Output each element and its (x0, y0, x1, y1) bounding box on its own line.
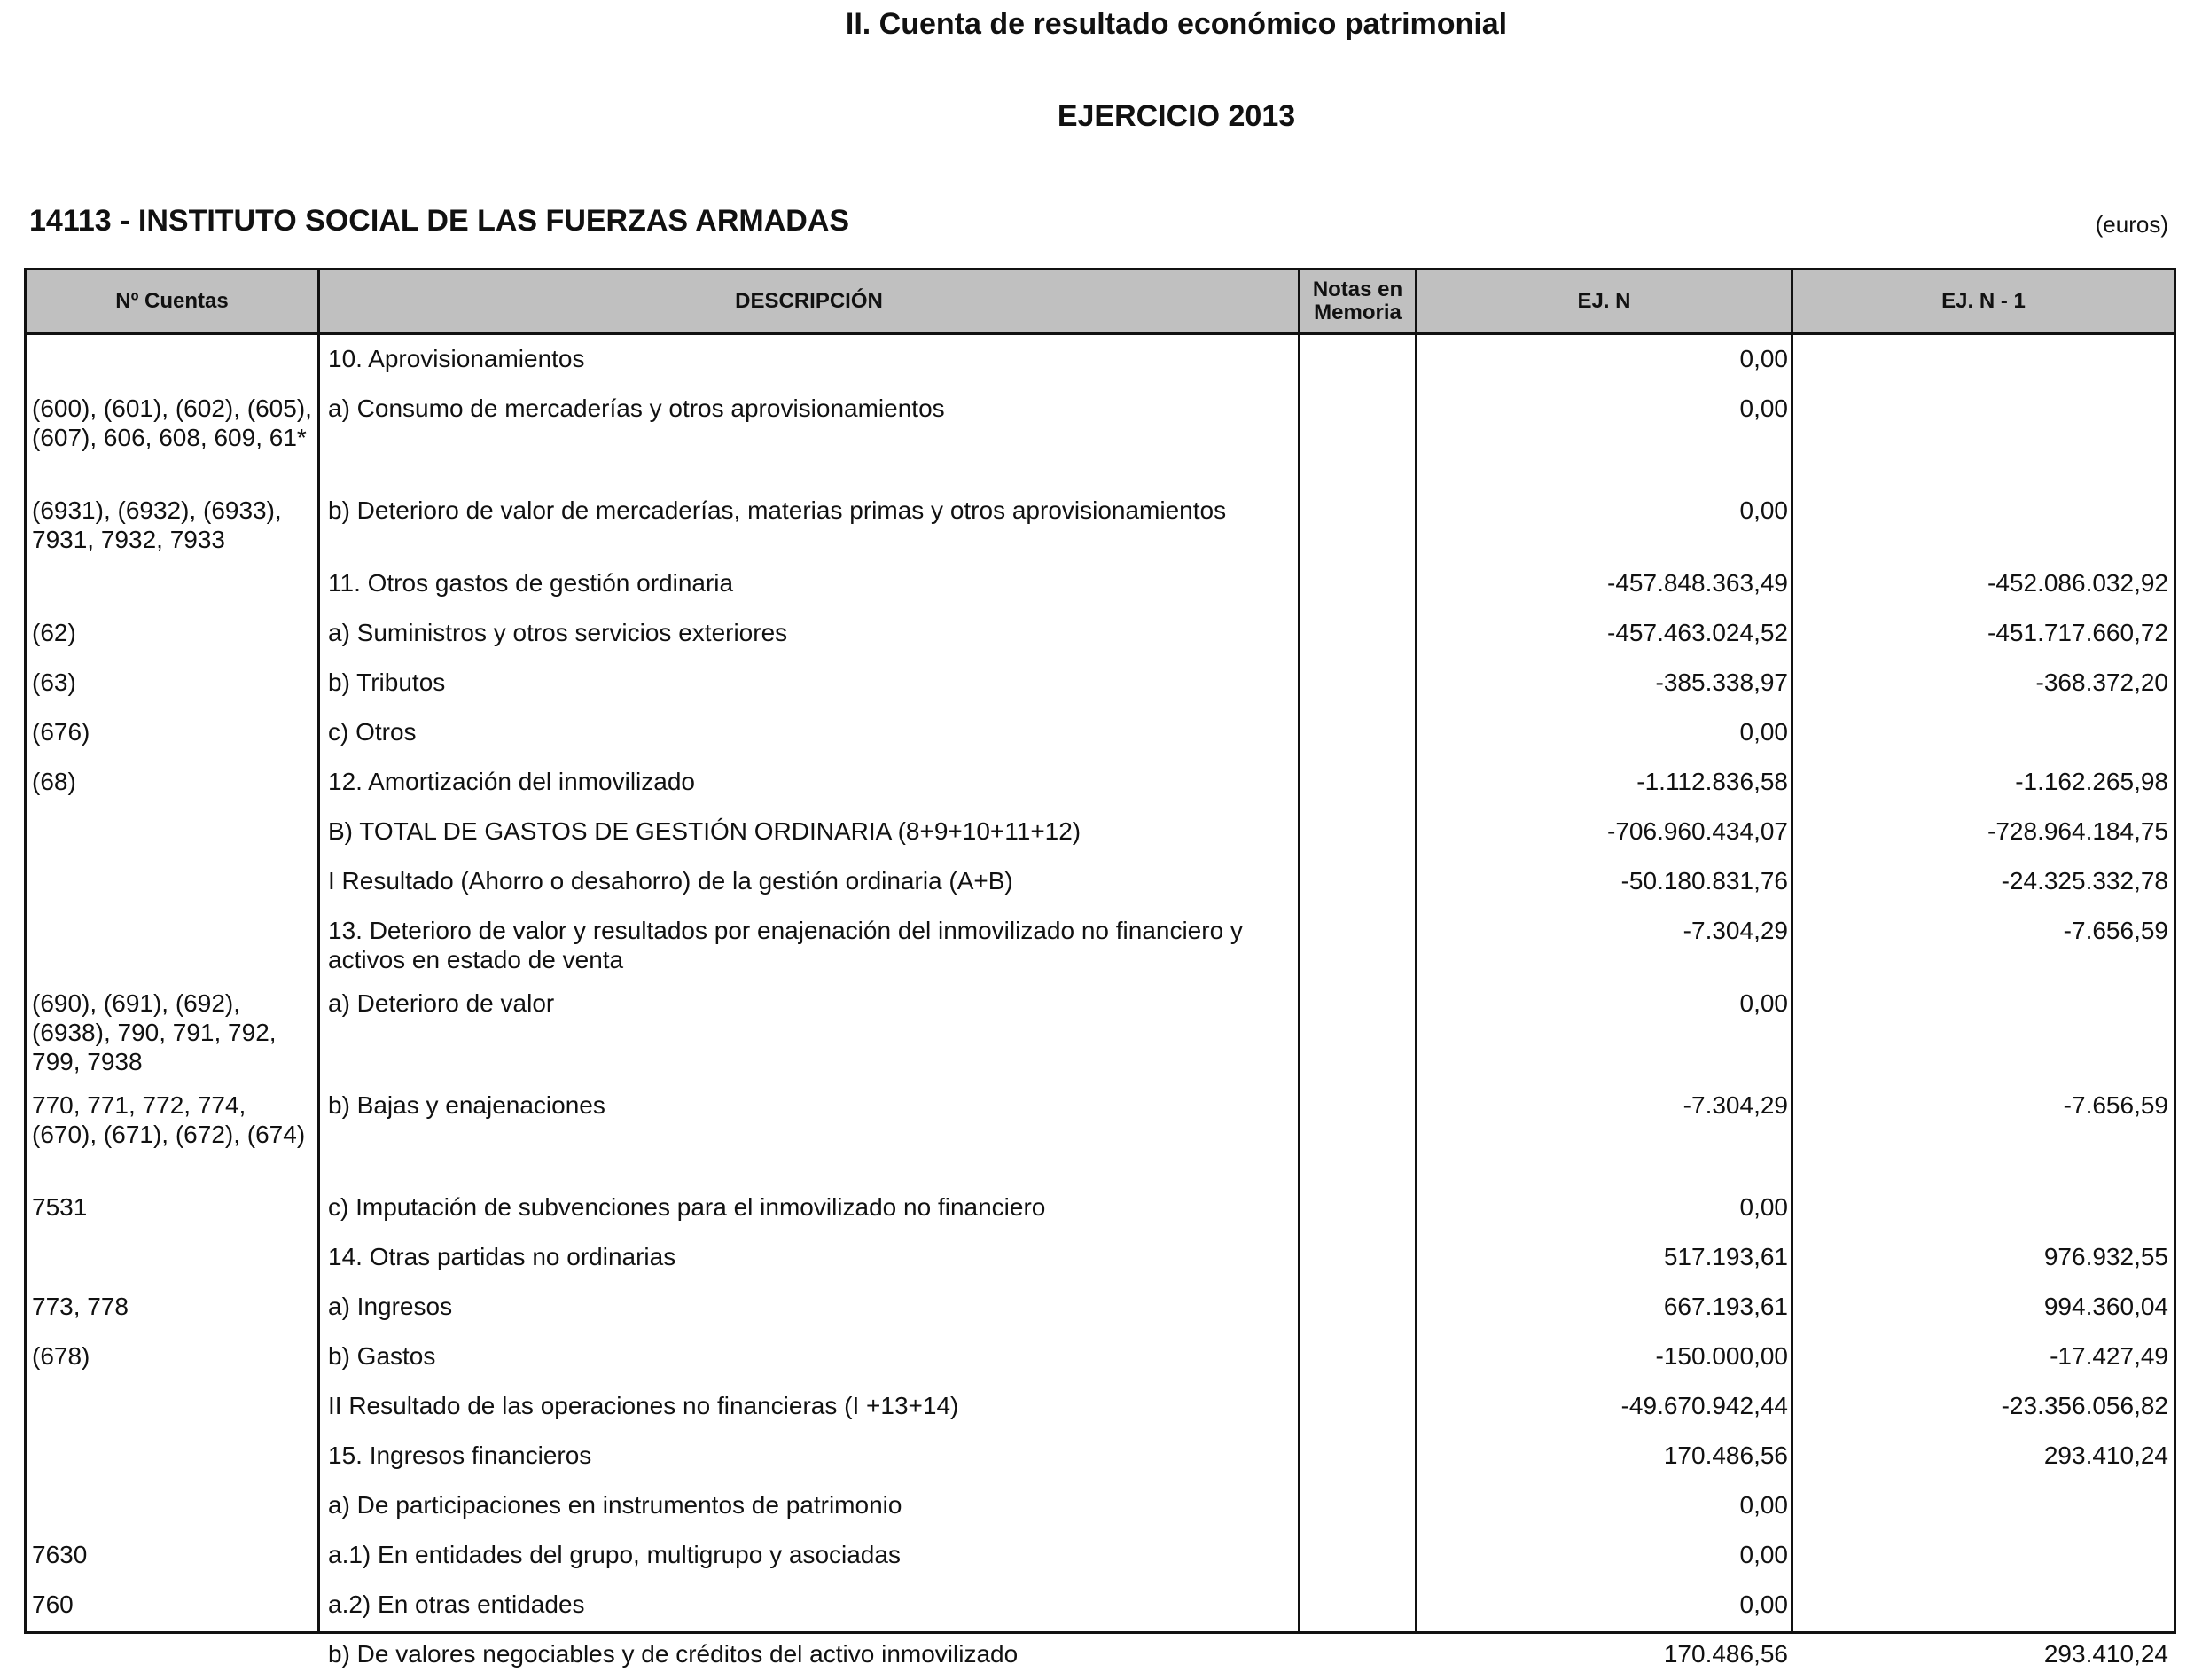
table-row (27, 708, 2174, 758)
account-codes (27, 344, 320, 385)
previous-year-value: -728.964.184,75 (1987, 817, 2168, 845)
account-codes (27, 1441, 320, 1481)
current-year-value: 517.193,61 (1663, 1243, 1788, 1270)
account-codes: 770, 771, 772, 774, (670), (671), (672), (674) (32, 1091, 306, 1148)
current-year-value: -457.848.363,49 (1607, 569, 1788, 597)
current-year-value: 0,00 (1739, 1590, 1788, 1618)
table-row (27, 385, 2174, 487)
row-description: a.2) En otras entidades (328, 1590, 585, 1618)
current-year-value: 667.193,61 (1663, 1293, 1788, 1320)
previous-year-value: -7.656,59 (2063, 1091, 2168, 1119)
row-description: 14. Otras partidas no ordinarias (328, 1243, 676, 1270)
notes-cell (1300, 1441, 1417, 1481)
current-year-value: -7.304,29 (1683, 917, 1788, 944)
column-divider (1791, 335, 1793, 1631)
previous-year-value: -17.427,49 (2050, 1342, 2168, 1370)
row-description: 12. Amortización del inmovilizado (328, 768, 695, 795)
row-description: II Resultado de las operaciones no financieras (I +13+14) (328, 1392, 959, 1419)
current-year-value: -385.338,97 (1655, 668, 1788, 696)
table-body (27, 335, 2174, 1668)
row-description: 13. Deterioro de valor y resultados por enajenación del inmovilizado no financiero y activos en estado de venta (328, 917, 1243, 973)
row-description: c) Imputación de subvenciones para el inmovilizado no financiero (328, 1193, 1046, 1221)
notes-cell (1300, 1341, 1417, 1382)
current-year-value: -150.000,00 (1655, 1342, 1788, 1370)
table-row (27, 1630, 2174, 1680)
current-year-value: 170.486,56 (1663, 1442, 1788, 1469)
table-row (27, 487, 2174, 559)
row-description: a.1) En entidades del grupo, multigrupo y asociadas (328, 1541, 901, 1568)
account-codes (27, 568, 320, 609)
notes-cell (1300, 344, 1417, 385)
notes-cell (1300, 496, 1417, 559)
current-year-value: 0,00 (1739, 1491, 1788, 1519)
table-row (27, 1283, 2174, 1332)
table-row (27, 559, 2174, 609)
current-year-value: 0,00 (1739, 718, 1788, 746)
table-row (27, 609, 2174, 659)
previous-year-value: -451.717.660,72 (1987, 619, 2168, 646)
notes-cell (1300, 866, 1417, 907)
current-year-value: 170.486,56 (1663, 1640, 1788, 1668)
current-year-value: 0,00 (1739, 989, 1788, 1017)
account-codes: (678) (32, 1342, 90, 1370)
table-row (27, 1332, 2174, 1382)
previous-year-value (1793, 1192, 2174, 1233)
current-year-value: -457.463.024,52 (1607, 619, 1788, 646)
account-codes: 773, 778 (32, 1293, 129, 1320)
previous-year-value: -452.086.032,92 (1987, 569, 2168, 597)
table-row (27, 1184, 2174, 1233)
row-description: b) Tributos (328, 668, 446, 696)
previous-year-value (1793, 1490, 2174, 1531)
notes-cell (1300, 394, 1417, 487)
current-year-value: 0,00 (1739, 1541, 1788, 1568)
table-rows (27, 335, 2174, 1680)
account-codes (27, 916, 320, 980)
notes-cell (1300, 1192, 1417, 1233)
notes-cell (1300, 1292, 1417, 1332)
current-year-value: -50.180.831,76 (1620, 867, 1788, 895)
notes-cell (1300, 1590, 1417, 1630)
header-current-year: EJ. N (1417, 270, 1793, 332)
current-year-value: -49.670.942,44 (1620, 1392, 1788, 1419)
table-row (27, 1531, 2174, 1581)
header-notes: Notas en Memoria (1300, 270, 1417, 332)
notes-cell (1300, 717, 1417, 758)
previous-year-value: -1.162.265,98 (2015, 768, 2168, 795)
previous-year-value (1793, 717, 2174, 758)
account-codes: (690), (691), (692), (6938), 790, 791, 792, 799, 7938 (32, 989, 277, 1075)
account-codes (27, 1242, 320, 1283)
row-description: 10. Aprovisionamientos (328, 345, 585, 372)
row-description: 15. Ingresos financieros (328, 1442, 592, 1469)
fiscal-year: EJERCICIO 2013 (1057, 99, 1296, 133)
table-row (27, 758, 2174, 808)
notes-cell (1300, 1490, 1417, 1531)
previous-year-value: 994.360,04 (2043, 1293, 2168, 1320)
notes-cell (1300, 916, 1417, 980)
table-row (27, 980, 2174, 1082)
previous-year-value (1793, 344, 2174, 385)
previous-year-value: -23.356.056,82 (2001, 1392, 2168, 1419)
previous-year-value (1793, 988, 2174, 1082)
previous-year-value: 293.410,24 (2043, 1442, 2168, 1469)
notes-cell (1300, 668, 1417, 708)
currency-units: (euros) (2095, 211, 2168, 238)
current-year-value: -706.960.434,07 (1607, 817, 1788, 845)
account-codes: (68) (32, 768, 76, 795)
table-row (27, 808, 2174, 857)
previous-year-value: 976.932,55 (2043, 1243, 2168, 1270)
table-row (27, 335, 2174, 385)
previous-year-value: -7.656,59 (2063, 917, 2168, 944)
account-codes: (63) (32, 668, 76, 696)
notes-cell (1300, 1391, 1417, 1432)
row-description: a) Consumo de mercaderías y otros aprovisionamientos (328, 395, 945, 422)
current-year-value: 0,00 (1739, 496, 1788, 524)
entity-name: 14113 - INSTITUTO SOCIAL DE LAS FUERZAS ARMADAS (29, 204, 850, 238)
notes-cell (1300, 618, 1417, 659)
row-description: b) Deterioro de valor de mercaderías, materias primas y otros aprovisionamientos (328, 496, 1227, 524)
account-codes: (6931), (6932), (6933), 7931, 7932, 7933 (32, 496, 282, 553)
results-table (24, 268, 2176, 1668)
previous-year-value (1793, 1590, 2174, 1630)
account-codes (27, 817, 320, 857)
current-year-value: -7.304,29 (1683, 1091, 1788, 1119)
row-description: b) Gastos (328, 1342, 436, 1370)
table-row (27, 1233, 2174, 1283)
account-codes (27, 866, 320, 907)
row-description: B) TOTAL DE GASTOS DE GESTIÓN ORDINARIA (8+9+10+11+12) (328, 817, 1081, 845)
current-year-value: 0,00 (1739, 345, 1788, 372)
row-description: a) Ingresos (328, 1293, 453, 1320)
account-codes: (676) (32, 718, 90, 746)
account-codes (27, 1490, 320, 1531)
previous-year-value: -368.372,20 (2035, 668, 2168, 696)
previous-year-value: 293.410,24 (2043, 1640, 2168, 1668)
notes-cell (1300, 1242, 1417, 1283)
previous-year-value (1793, 394, 2174, 487)
notes-cell (1300, 1090, 1417, 1184)
notes-cell (1300, 568, 1417, 609)
row-description: a) De participaciones en instrumentos de patrimonio (328, 1491, 902, 1519)
table-header (27, 270, 2174, 335)
notes-cell (1300, 988, 1417, 1082)
current-year-value: -1.112.836,58 (1636, 768, 1788, 795)
header-accounts: Nº Cuentas (27, 270, 320, 332)
notes-cell (1300, 817, 1417, 857)
account-codes: 760 (32, 1590, 74, 1618)
row-description: b) De valores negociables y de créditos del activo inmovilizado (328, 1640, 1019, 1668)
account-codes: (62) (32, 619, 76, 646)
column-divider (317, 335, 320, 1631)
account-codes (27, 1391, 320, 1432)
table-row (27, 857, 2174, 907)
table-row (27, 907, 2174, 980)
account-codes: 7630 (32, 1541, 88, 1568)
notes-cell (1300, 767, 1417, 808)
row-description: a) Deterioro de valor (328, 989, 555, 1017)
table-row (27, 1581, 2174, 1630)
row-description: a) Suministros y otros servicios exteriores (328, 619, 788, 646)
table-row (27, 1432, 2174, 1481)
row-description: c) Otros (328, 718, 417, 746)
table-row (27, 1082, 2174, 1184)
previous-year-value (1793, 1540, 2174, 1581)
account-codes: (600), (601), (602), (605), (607), 606, 608, 609, 61* (32, 395, 312, 451)
previous-year-value (1793, 496, 2174, 559)
table-row (27, 659, 2174, 708)
table-row (27, 1382, 2174, 1432)
account-codes: 7531 (32, 1193, 88, 1221)
document-title: II. Cuenta de resultado económico patrimonial (845, 7, 1508, 41)
current-year-value: 0,00 (1739, 1193, 1788, 1221)
notes-cell (1300, 1540, 1417, 1581)
notes-cell (1300, 1639, 1417, 1680)
row-description: 11. Otros gastos de gestión ordinaria (328, 569, 734, 597)
account-codes (27, 1639, 320, 1680)
column-divider (1298, 335, 1300, 1631)
row-description: b) Bajas y enajenaciones (328, 1091, 605, 1119)
row-description: I Resultado (Ahorro o desahorro) de la gestión ordinaria (A+B) (328, 867, 1013, 895)
table-row (27, 1481, 2174, 1531)
column-divider (1415, 335, 1417, 1631)
previous-year-value: -24.325.332,78 (2001, 867, 2168, 895)
header-description: DESCRIPCIÓN (320, 270, 1300, 332)
current-year-value: 0,00 (1739, 395, 1788, 422)
header-previous-year: EJ. N - 1 (1941, 289, 2026, 313)
